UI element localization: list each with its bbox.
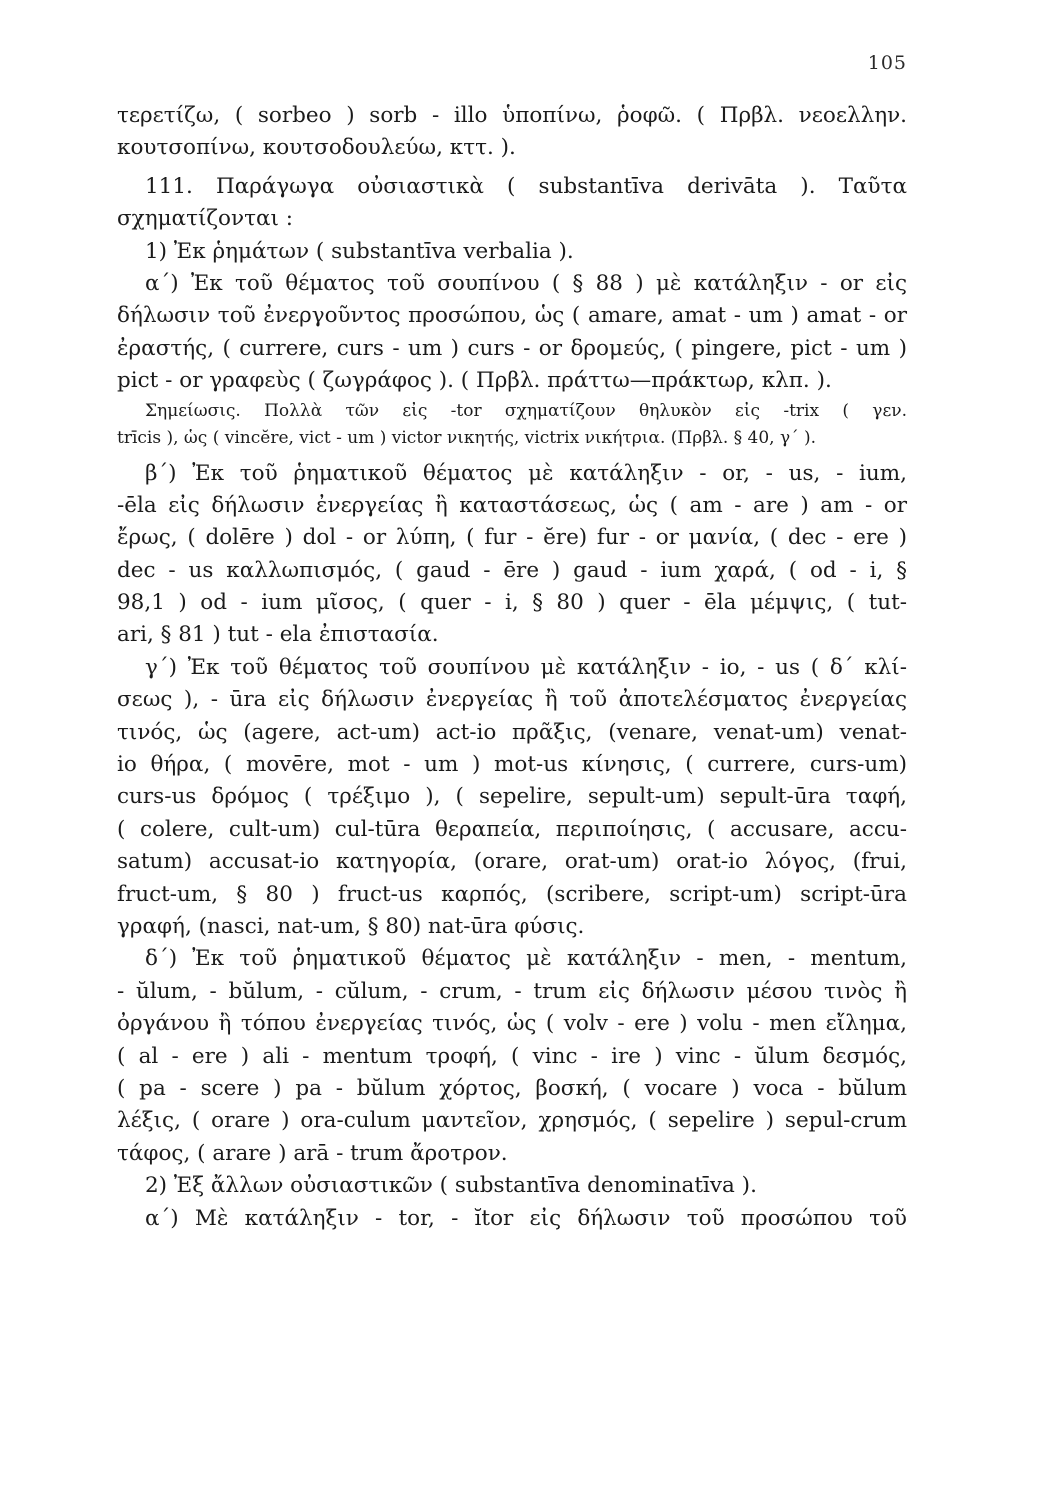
text-line: pict - or γραφεὺς ( ζωγράφος ). ( Πρβλ. πράττω—πράκτωρ, κλπ. ).: [117, 368, 832, 394]
text-line: 1) Ἐκ ῥημάτων ( substantīva verbalia ).: [145, 238, 574, 264]
text-line: satum) accusat-io κατηγορία, (orare, orat-um) orat-io λόγος, (frui,: [117, 849, 907, 875]
text-line: σχηματίζονται :: [117, 206, 293, 232]
text-line: ( pa - scere ) pa - bŭlum χόρτος, βοσκή, ( vocare ) voca - bŭlum: [117, 1075, 907, 1101]
text-line: dec - us καλλωπισμός, ( gaud - ēre ) gaud - ium χαρά, ( od - i, §: [117, 557, 907, 583]
text-line: Σημείωσις. Πολλὰ τῶν εἰς -tor σχηματίζουν θηλυκὸν εἰς -trix ( γεν.: [145, 400, 907, 421]
text-line: 111. Παράγωγα οὐσιαστικὰ ( substantīva derivāta ). Ταῦτα: [145, 173, 907, 199]
text-line: γ΄) Ἐκ τοῦ θέματος τοῦ σουπίνου μὲ κατάληξιν - io, - us ( δ΄ κλί-: [145, 654, 907, 680]
text-line: 98,1 ) od - ium μῖσος, ( quer - i, § 80 ) quer - ēla μέμψις, ( tut-: [117, 590, 907, 616]
text-line: io θήρα, ( movēre, mot - um ) mot-us κίνησις, ( currere, curs-um): [117, 752, 907, 778]
text-line: curs-us δρόμος ( τρέξιμο ), ( sepelire, sepult-um) sepult-ūra ταφή,: [117, 784, 907, 810]
text-line: τινός, ὡς (agere, act-um) act-io πρᾶξις, (venare, venat-um) venat-: [117, 719, 907, 745]
text-line: β΄) Ἐκ τοῦ ῥηματικοῦ θέματος μὲ κατάληξιν - or, - us, - ium,: [145, 460, 907, 486]
text-line: fruct-um, § 80 ) fruct-us καρπός, (scribere, script-um) script-ūra: [117, 881, 907, 907]
text-line: ὀργάνου ἢ τόπου ἐνεργείας τινός, ὡς ( volv - ere ) volu - men εἴλημα,: [117, 1011, 907, 1037]
text-line: α΄) Μὲ κατάληξιν - tor, - ĭtor εἰς δήλωσιν τοῦ προσώπου τοῦ: [145, 1205, 907, 1231]
text-line: ari, § 81 ) tut - ela ἐπιστασία.: [117, 622, 439, 648]
text-line: τάφος, ( arare ) arā - trum ἄροτρον.: [117, 1140, 508, 1166]
text-line: ἐραστής, ( currere, curs - um ) curs - or δρομεύς, ( pingere, pict - um ): [117, 335, 907, 361]
text-line: δήλωσιν τοῦ ἐνεργοῦντος προσώπου, ὡς ( amare, amat - um ) amat - or: [117, 303, 907, 329]
text-line: -ēla εἰς δήλωσιν ἐνεργείας ἢ καταστάσεως, ὡς ( am - are ) am - or: [117, 492, 907, 518]
text-line: ( colere, cult-um) cul-tūra θεραπεία, περιποίησις, ( accusare, accu-: [117, 816, 907, 842]
text-line: α΄) Ἐκ τοῦ θέματος τοῦ σουπίνου ( § 88 ) μὲ κατάληξιν - or εἰς: [145, 270, 907, 296]
text-line: τερετίζω, ( sorbeo ) sorb - illo ὑποπίνω, ῥοφῶ. ( Πρβλ. νεοελλην.: [117, 103, 907, 128]
text-line: κουτσοπίνω, κουτσοδουλεύω, κττ. ).: [117, 135, 516, 161]
text-line: ( al - ere ) ali - mentum τροφή, ( vinc - ire ) vinc - ŭlum δεσμός,: [117, 1043, 907, 1069]
page-number: 105: [867, 52, 907, 74]
text-line: σεως ), - ūra εἰς δήλωσιν ἐνεργείας ἢ τοῦ ἀποτελέσματος ἐνεργείας: [117, 687, 907, 713]
text-line: γραφή, (nasci, nat-um, § 80) nat-ūra φύσις.: [117, 913, 585, 939]
text-line: trīcis ), ὡς ( vincĕre, vict - um ) victor νικητής, victrix νικήτρια. (Πρβλ. § 40, γ΄ ).: [117, 427, 817, 448]
text-line: λέξις, ( orare ) ora-culum μαντεῖον, χρησμός, ( sepelire ) sepul-crum: [117, 1108, 907, 1134]
text-line: ἔρως, ( dolēre ) dol - or λύπη, ( fur - ĕre) fur - or μανία, ( dec - ere ): [117, 525, 907, 551]
text-line: - ŭlum, - bŭlum, - cŭlum, - crum, - trum εἰς δήλωσιν μέσου τινὸς ἢ: [117, 978, 907, 1004]
text-line: δ΄) Ἐκ τοῦ ῥηματικοῦ θέματος μὲ κατάληξιν - men, - mentum,: [145, 946, 907, 972]
text-line: 2) Ἐξ ἄλλων οὐσιαστικῶν ( substantīva denominatīva ).: [145, 1173, 757, 1199]
body-text: [117, 100, 907, 1235]
